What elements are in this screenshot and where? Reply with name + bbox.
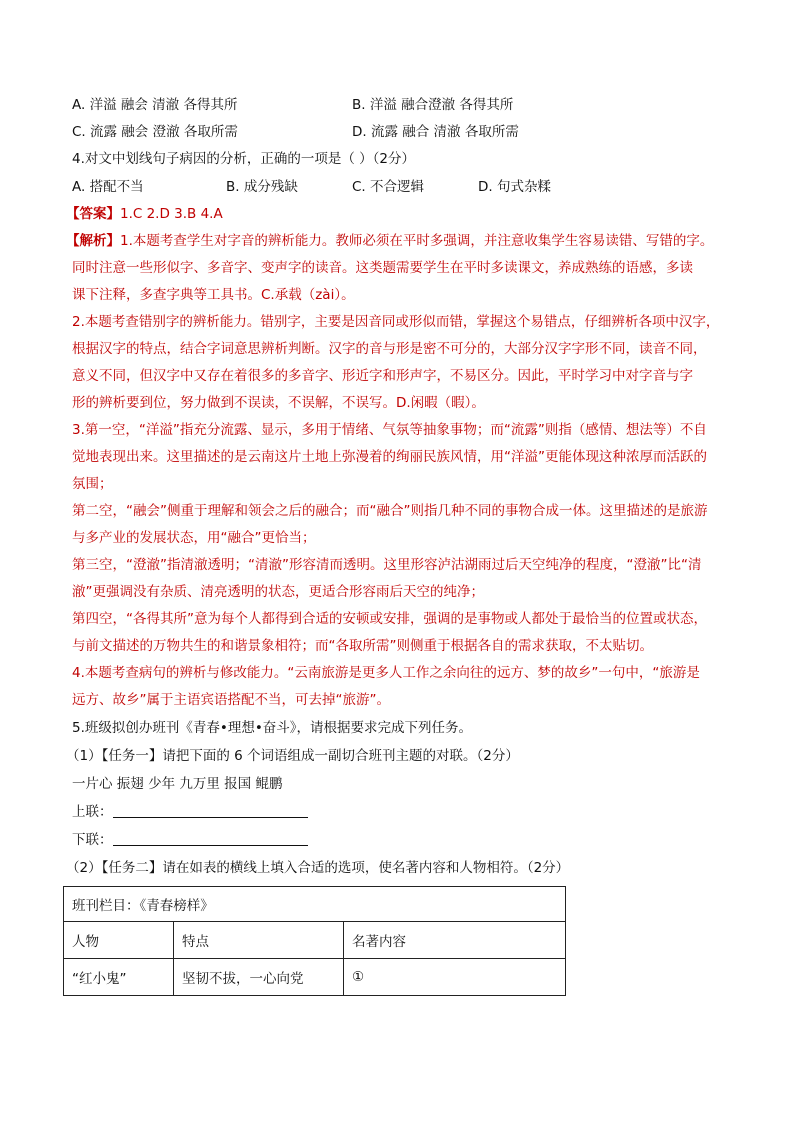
q4-option-d: D. 句式杂糅 [478,179,551,195]
table-header-row [64,922,566,959]
analysis-line: 意义不同，但汉字中又存在着很多的多音字、形近字和形声字，不易区分。因此，平时学习中对字音与字 [72,368,693,384]
analysis-line: 课下注释，多查字典等工具书。C.承载（zài）。 [72,287,355,303]
table-cell[interactable]: ① [344,959,566,996]
upper-couplet-blank[interactable] [113,803,308,818]
q4-option-c: C. 不合逻辑 [352,179,425,195]
q5-words: 一片心 振翅 少年 九万里 报国 鲲鹏 [72,776,283,792]
upper-couplet-label: 上联： [72,804,113,820]
q5-task1: （1）【任务一】请把下面的 6 个词语组成一副切合班刊主题的对联。（2分） [66,748,519,764]
analysis-line: 形的辨析要到位，努力做到不误读，不误解，不误写。D.闲暇（暇）。 [72,395,485,411]
analysis-line: 觉地表现出来。这里描述的是云南这片土地上弥漫着的绚丽民族风情，用“洋溢”更能体现这种浓厚而活跃的 [72,449,707,465]
table-header-cell: 名著内容 [344,922,566,959]
upper-couplet-line [72,803,308,821]
q3-option-d: D. 流露 融合 清澈 各取所需 [352,124,519,140]
analysis-line: 根据汉字的特点，结合字词意思辨析判断。汉字的音与形是密不可分的，大部分汉字字形不同，读音不同， [72,341,707,357]
lower-couplet-blank[interactable] [113,831,308,846]
analysis-line: 澈”更强调没有杂质、清亮透明的状态，更适合形容雨后天空的纯净； [72,584,484,600]
role-model-table [63,886,566,996]
analysis-line: 远方、故乡”属于主语宾语搭配不当，可去掉“旅游”。 [72,692,390,708]
analysis-tag: 【解析】 [66,233,120,249]
analysis-line: 3.第一空，“洋溢”指充分流露、显示，多用于情绪、气氛等抽象事物；而“流露”则指（感情、想法等）不自 [72,422,707,438]
analysis-line: 2.本题考查错别字的辨析能力。错别字，主要是因音同或形似而错，掌握这个易错点，仔细辨析各项中汉字， [72,314,720,330]
answer-tag: 【答案】 [66,206,120,222]
analysis-line: 与前文描述的万物共生的和谐景象相符；而“各取所需”则侧重于根据各自的需求获取，不太贴切。 [72,638,653,654]
analysis-line: 第三空，“澄澈”指清澈透明；“清澈”形容清而透明。这里形容泸沽湖雨过后天空纯净的程度，“澄澈”比“清 [72,557,702,573]
table-cell: 坚韧不拔，一心向党 [174,959,344,996]
q4-stem: 4.对文中划线句子病因的分析，正确的一项是（ ）（2分） [72,151,416,167]
analysis-line: 氛围； [72,476,113,492]
analysis-line: 与多产业的发展状态，用“融合”更恰当； [72,530,316,546]
lower-couplet-label: 下联： [72,832,113,848]
q3-option-c: C. 流露 融会 澄澈 各取所需 [72,124,238,140]
answer-line [66,205,223,223]
q5-stem: 5.班级拟创办班刊《青春•理想•奋斗》，请根据要求完成下列任务。 [72,720,473,736]
table-header-cell: 特点 [174,922,344,959]
answer-text: 1.C 2.D 3.B 4.A [120,206,223,222]
analysis-line [66,232,713,250]
q3-option-a: A. 洋溢 融会 清澈 各得其所 [72,97,238,113]
q4-option-b: B. 成分残缺 [226,179,298,195]
analysis-line: 第四空，“各得其所”意为每个人都得到合适的安顿或安排，强调的是事物或人都处于最恰当的位置或状态， [72,611,707,627]
analysis-line: 同时注意一些形似字、多音字、变声字的读音。这类题需要学生在平时多读课文，养成熟练的语感，多读 [72,260,693,276]
q5-task2: （2）【任务二】请在如表的横线上填入合适的选项，使名著内容和人物相符。（2分） [66,860,570,876]
table-row [64,959,566,996]
analysis-line: 4.本题考查病句的辨析与修改能力。“云南旅游是更多人工作之余向往的远方、梦的故乡”一句中，“旅游是 [72,665,700,681]
analysis-line: 第二空，“融会”侧重于理解和领会之后的融合；而“融合”则指几种不同的事物合成一体。这里描述的是旅游 [72,503,708,519]
analysis-line-0: 1.本题考查学生对字音的辨析能力。教师必须在平时多强调，并注意收集学生容易读错、写错的字。 [120,233,714,249]
table-column-title: 班刊栏目：《青春榜样》 [64,887,566,922]
table-cell: “红小鬼” [64,959,174,996]
q3-option-b: B. 洋溢 融合澄澈 各得其所 [352,97,514,113]
q4-option-a: A. 搭配不当 [72,179,144,195]
lower-couplet-line [72,831,308,849]
table-header-cell: 人物 [64,922,174,959]
